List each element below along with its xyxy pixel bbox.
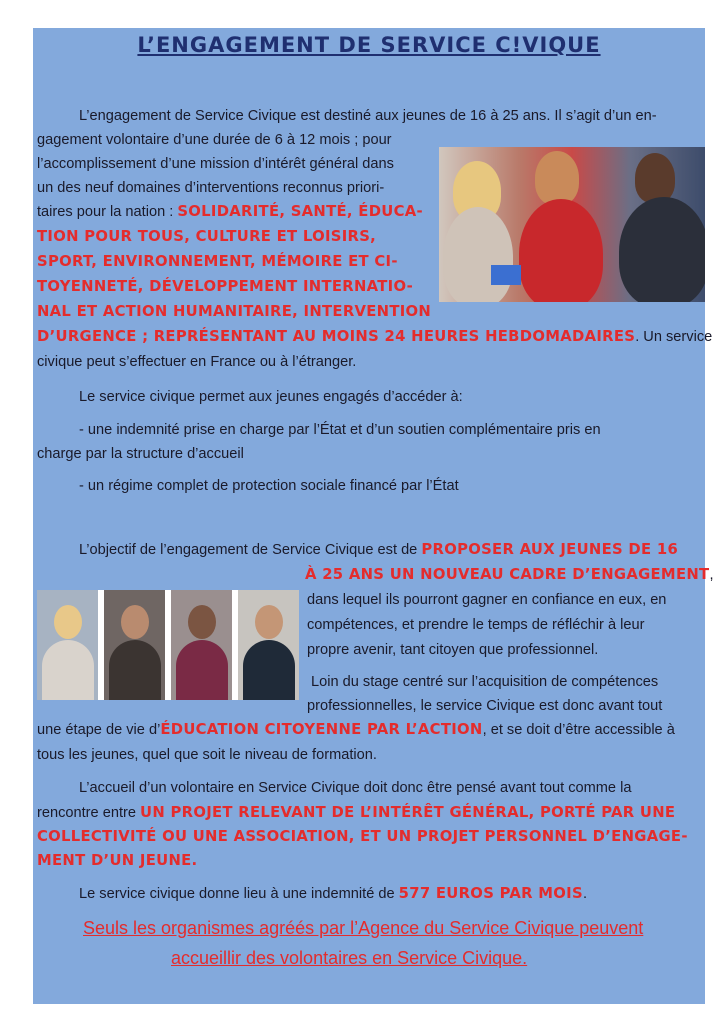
p3-line2	[305, 565, 714, 585]
p3-line2-text: ,	[709, 567, 714, 583]
p4-line2-text: rencontre entre	[37, 805, 141, 821]
p3-line5: propre avenir, tant citoyen que professionnel.	[307, 642, 599, 658]
p1-line10-text: . Un service	[635, 329, 713, 345]
p1-hours-highlight: D’URGENCE ; REPRÉSENTANT AU MOINS 24 HEURES HEBDOMADAIRES	[37, 328, 636, 345]
p3-line8-text: une étape de vie d’	[37, 722, 161, 738]
p1-line4: un des neuf domaines d’interventions reconnus priori-	[37, 180, 385, 196]
p2-item2: - un régime complet de protection sociale financé par l’État	[79, 478, 459, 494]
p3-line9: tous les jeunes, quel que soit le niveau de formation.	[37, 747, 377, 763]
p5-allowance	[79, 884, 587, 904]
portrait-3	[171, 590, 232, 700]
page-title: L’ENGAGEMENT DE SERVICE C!VIQUE	[137, 33, 601, 57]
portrait-2	[104, 590, 165, 700]
p3-line1	[79, 540, 678, 560]
p4-line1: L’accueil d’un volontaire en Service Civique doit donc être pensé avant tout comme la	[79, 780, 632, 796]
p1-line10	[37, 327, 712, 347]
p3-line8	[37, 720, 675, 740]
portrait-strip	[37, 590, 299, 700]
p5-text: Le service civique donne lieu à une indemnité de	[79, 886, 399, 902]
p3-line7: professionnelles, le service Civique est donc avant tout	[307, 698, 663, 714]
footer-line2: accueillir des volontaires en Service Civique.	[171, 948, 528, 968]
p1-domains-highlight: SOLIDARITÉ, SANTÉ, ÉDUCA-	[177, 203, 423, 220]
portrait-4	[238, 590, 299, 700]
p1-domains-line8: TOYENNETÉ, DÉVELOPPEMENT INTERNATIO-	[37, 278, 414, 295]
p4-line2	[37, 803, 675, 823]
portrait-1	[37, 590, 98, 700]
p1-domains-line9: NAL ET ACTION HUMANITAIRE, INTERVENTION	[37, 303, 432, 320]
p1-line11: civique peut s’effectuer en France ou à l’étranger.	[37, 354, 357, 370]
p3-line6: Loin du stage centré sur l’acquisition de compétences	[311, 674, 659, 690]
p5-end: .	[582, 886, 588, 902]
p3-line3: dans lequel ils pourront gagner en confiance en eux, en	[307, 592, 667, 608]
flyer-page	[33, 28, 714, 1004]
p2-intro: Le service civique permet aux jeunes engagés d’accéder à:	[79, 389, 463, 405]
p3-line2-highlight: À 25 ANS UN NOUVEAU CADRE D’ENGAGEMENT	[305, 566, 710, 583]
p3-line4: compétences, et prendre le temps de réfléchir à leur	[307, 617, 645, 633]
p4-line3-highlight: COLLECTIVITÉ OU UNE ASSOCIATION, ET UN PROJET PERSONNEL D’ENGAGE-	[37, 828, 688, 845]
p1-line5-text: taires pour la nation :	[37, 204, 178, 220]
p4-line2-highlight: UN PROJET RELEVANT DE L’INTÉRÊT GÉNÉRAL, PORTÉ PAR UNE	[140, 804, 676, 821]
p1-domains-line7: SPORT, ENVIRONNEMENT, MÉMOIRE ET CI-	[37, 253, 398, 270]
p3-line8-end: , et se doit d’être accessible à	[482, 722, 675, 738]
p3-line8-highlight: ÉDUCATION CITOYENNE PAR L’ACTION	[160, 721, 483, 738]
p1-line2: gagement volontaire d’une durée de 6 à 12 mois ; pour	[37, 132, 392, 148]
footer-line1: Seuls les organismes agréés par l’Agence du Service Civique peuvent	[83, 918, 644, 938]
p4-line4-highlight: MENT D’UN JEUNE.	[37, 852, 198, 869]
group-photo	[439, 147, 705, 302]
p1-domains-line6: TION POUR TOUS, CULTURE ET LOISIRS,	[37, 228, 377, 245]
p1-line3: l’accomplissement d’une mission d’intérêt général dans	[37, 156, 394, 172]
p3-line1-text: L’objectif de l’engagement de Service Civique est de	[79, 542, 422, 558]
p3-line1-highlight: PROPOSER AUX JEUNES DE 16	[421, 541, 679, 558]
p1-line1: L’engagement de Service Civique est destiné aux jeunes de 16 à 25 ans. Il s’agit d’un en-	[79, 108, 657, 124]
p2-item1-line2: charge par la structure d’accueil	[37, 446, 244, 462]
p1-line5	[37, 202, 423, 222]
p2-item1-line1: - une indemnité prise en charge par l’État et d’un soutien complémentaire pris en	[79, 422, 601, 438]
p5-amount-highlight: 577 EUROS PAR MOIS	[398, 885, 583, 902]
